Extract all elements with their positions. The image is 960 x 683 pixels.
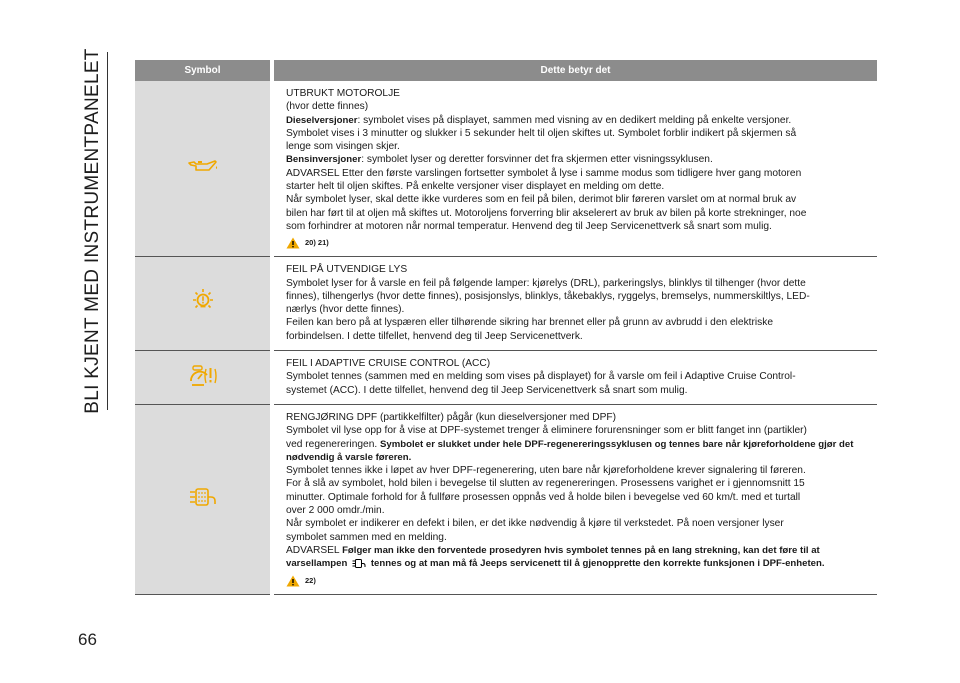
description-cell (274, 351, 877, 405)
section-divider (107, 52, 108, 410)
acc-fault-icon (189, 363, 217, 387)
oil-can-icon (187, 158, 219, 174)
bold-text: tennes og at man må få Jeeps servicenett til å gjenopprette den korrekte funksjonen i DPF-enheten. (368, 558, 825, 570)
small-dpf-icon (352, 558, 366, 569)
text-line: lenge som visingen skjer. (286, 141, 400, 153)
warning-refs: 20) 21) (305, 238, 329, 248)
header-meaning: Dette betyr det (274, 60, 877, 81)
exterior-light-fault-icon (190, 288, 216, 314)
bold-text: Symbolet er slukket under hele DPF-regenereringssyklusen og tennes bare når kjøreforholdene gjør det (380, 438, 854, 450)
text-line (286, 438, 873, 451)
table-header-row (135, 60, 877, 81)
symbol-name: UTBRUKT MOTOROLJE (286, 88, 400, 99)
text-line: systemet (ACC). I dette tilfellet, henvend deg til Jeep Servicenettverk så snart som mulig. (286, 384, 688, 396)
bold-text: varsellampen (286, 558, 348, 570)
text-line: Symbolet tennes ikke i løpet av hver DPF-regenerering, uten bare når kjøreforholdene krever signalering til føreren. (286, 465, 806, 477)
dpf-cleaning-icon (189, 486, 217, 508)
symbol-cell (135, 81, 270, 257)
text-line (286, 451, 873, 464)
text-line: forbindelsen. I dette tilfellet, henvend deg til Jeep Servicenettverk. (286, 330, 583, 342)
warning-triangle-icon (286, 575, 300, 587)
symbol-cell (135, 404, 270, 594)
table-row (135, 81, 877, 257)
table-row (135, 351, 877, 405)
bold-text: Følger man ikke den forventede prosedyren hvis symbolet tennes på en lang strekning, kan det føre til at (342, 544, 820, 556)
page-number: 66 (78, 630, 97, 649)
symbol-cell (135, 257, 270, 351)
text-line: ADVARSEL Etter den første varslingen fortsetter symbolet å lyse i samme modus som tidligere hver gang motoren (286, 167, 802, 179)
text-line: nærlys (hvor dette finnes). (286, 304, 405, 316)
text-line: Symbolet tennes (sammen med en melding som vises på displayet) for å varsle om feil i Adaptive Cruise Control- (286, 371, 796, 383)
warning-symbols-table (135, 60, 877, 595)
text: ved regenereringen. (286, 438, 381, 450)
text-line: over 2 000 omdr./min. (286, 505, 385, 517)
text: : symbolet vises på displayet, sammen med visning av en dedikert melding på enkelte versjoner. (357, 114, 792, 126)
section-title-vertical (78, 48, 108, 413)
text-line: Feilen kan bero på at lyspæren eller tilhørende sikring har brennet eller på grunn av avbrudd i den elektriske (286, 317, 774, 329)
text-line: finnes), tilhengerlys (hvor dette finnes), posisjonslys, blinklys, tåkebaklys, ryggelys, bremselys, nummerskiltlys, LED- (286, 290, 810, 302)
text-line: minutter. Optimale forhold for å fullføre prosessen oppnås ved å holde bilen i bevegelse ved 60 km/t. med et turtall (286, 491, 801, 503)
description-cell (274, 257, 877, 351)
text-line: Når symbolet er indikerer en defekt i bilen, er det ikke nødvendig å kjøre til verkstedet. På noen versjoner lyser (286, 518, 784, 530)
header-symbol: Symbol (135, 60, 270, 81)
text-line: Symbolet lyser for å varsle en feil på følgende lamper: kjørelys (DRL), parkeringslys, blinklys til tilhenger (hvor dette (286, 277, 806, 289)
text-line: starter helt til oljen skiftes. På enkelte versjoner viser displayet en melding om dette. (286, 181, 665, 193)
text-line: bilen har ført til at oljen må skiftes ut. Motoroljens forverring blir akselerert av bruk av bilen på korte strekninger, noe (286, 207, 807, 219)
text-line (286, 544, 873, 557)
symbol-cell (135, 351, 270, 405)
text-line: Symbolet vil lyse opp for å vise at DPF-systemet trenger å eliminere forurensninger som er blitt fanget inn (partikler) (286, 425, 807, 437)
text-line: symbolet sammen med en melding. (286, 531, 447, 543)
bold-text: Bensinversjoner (286, 154, 362, 166)
text-line (286, 557, 873, 570)
text-line: For å slå av symbolet, hold bilen i bevegelse til slutten av regenereringen. Prosessens varighet er i gjennomsnitt 15 (286, 478, 805, 490)
description-cell (274, 81, 877, 257)
symbol-name: FEIL I ADAPTIVE CRUISE CONTROL (ACC) (286, 358, 491, 370)
warning-refs: 22) (305, 575, 316, 585)
description-cell (274, 404, 877, 594)
text-line: Symbolet vises i 3 minutter og slukker i 5 sekunder helt til oljen skiftes ut. Symbolet forblir indikert på skjermen så (286, 127, 797, 139)
warning-reference (286, 236, 873, 249)
text: : symbolet lyser og deretter forsvinner det fra skjermen etter visningssyklusen. (361, 154, 713, 166)
bold-text: nødvendig å varsle føreren. (286, 451, 412, 463)
text-line (286, 153, 873, 166)
symbol-name: FEIL PÅ UTVENDIGE LYS (286, 264, 408, 276)
section-title: BLI KJENT MED INSTRUMENTPANELET (82, 47, 103, 414)
text-line: som forhindrer at motoren når normal temperatur. Henvend deg til Jeep Servicenettverk så snart som mulig. (286, 220, 772, 232)
text-line (286, 114, 873, 127)
text-line: Når symbolet lyser, skal dette ikke vurderes som en feil på bilen, derimot blir føreren varslet om at normal bruk av (286, 194, 797, 206)
table-row (135, 257, 877, 351)
warning-reference (286, 574, 873, 587)
table-row (135, 404, 877, 594)
symbol-name: RENGJØRING DPF (partikkelfilter) pågår (kun dieselversjoner med DPF) (286, 411, 617, 423)
text: ADVARSEL (286, 544, 343, 556)
text-line: (hvor dette finnes) (286, 101, 369, 113)
bold-text: Dieselversjoner (286, 114, 358, 126)
warning-triangle-icon (286, 237, 300, 249)
